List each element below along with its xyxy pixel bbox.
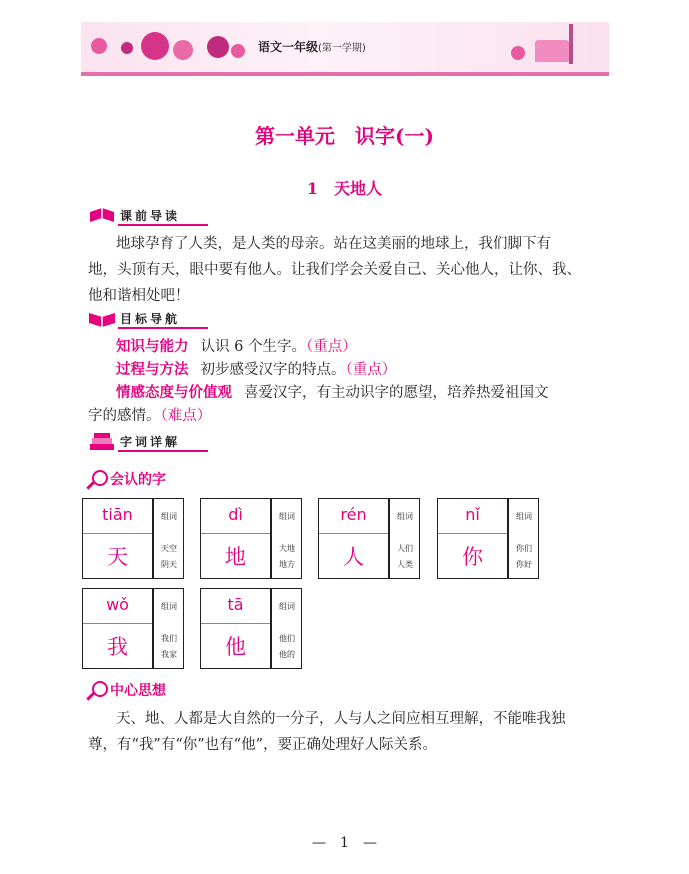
open-book-icon (88, 309, 116, 329)
card-word: 天空 (161, 544, 177, 553)
preview-line-1: 地球孕育了人类，是人类的母亲。站在这美丽的地球上，我们脚下有 (116, 236, 551, 252)
page-number: — 1 — (312, 835, 377, 851)
recognize-heading: 会认的字 (110, 472, 166, 488)
card-word: 人类 (397, 560, 413, 569)
preview-line-3: 他和谐相处吧！ (88, 288, 190, 304)
book-icon (88, 206, 116, 226)
card-word: 阴天 (161, 560, 177, 569)
goal-emotion-text2: 字的感情。 (88, 408, 161, 424)
section-underline (118, 450, 208, 452)
goal-process-tag: （重点） (345, 362, 397, 378)
flower-decoration (511, 46, 525, 60)
center-line-1: 天、地、人都是大自然的一分子，人与人之间应相互理解，不能唯我独 (116, 711, 566, 727)
card-pinyin: wǒ (106, 595, 129, 614)
flower-decoration (173, 40, 193, 60)
card-pinyin: tiān (102, 505, 133, 524)
section-underline (118, 327, 208, 329)
card-pinyin: tā (227, 595, 244, 614)
card-character: 天 (107, 545, 128, 569)
card-word: 他们 (279, 634, 295, 643)
goal-knowledge-tag: （重点） (305, 339, 357, 355)
goal-emotion (116, 382, 549, 405)
char-card (200, 588, 302, 669)
card-character: 你 (462, 545, 483, 569)
char-card (437, 498, 539, 579)
card-word: 你们 (516, 544, 532, 553)
char-card (200, 498, 302, 579)
section-vocab (88, 432, 208, 454)
char-card (82, 588, 184, 669)
card-character: 地 (225, 545, 246, 569)
center-heading: 中心思想 (110, 683, 166, 699)
section-vocab-label: 字词详解 (120, 435, 181, 449)
preview-line-2: 地，头顶有天，眼中要有他人。让我们学会关爱自己、关心他人，让你、我、 (88, 262, 581, 278)
card-zuci-label: 组词 (161, 602, 177, 611)
section-underline (118, 224, 208, 226)
house-icon (535, 40, 569, 62)
card-word: 他的 (279, 650, 295, 659)
card-word: 大地 (279, 544, 295, 553)
goal-knowledge (116, 336, 357, 359)
char-card (318, 498, 420, 579)
goal-emotion-label: 情感态度与价值观 (116, 385, 232, 401)
unit-title: 第一单元 识字(一) (255, 124, 434, 148)
flower-decoration (91, 38, 107, 54)
center-line-2: 尊，有“我”有“你”也有“他”，要正确处理好人际关系。 (88, 737, 437, 753)
section-goals-label: 目标导航 (120, 312, 181, 326)
char-card (82, 498, 184, 579)
lesson-title: 1 天地人 (306, 179, 383, 198)
goal-emotion-cont (88, 405, 211, 428)
section-preview (88, 206, 208, 228)
card-word: 我家 (161, 650, 177, 659)
card-character: 人 (343, 545, 364, 569)
flower-decoration (121, 42, 133, 54)
magnifier-icon (92, 470, 108, 486)
books-stack-icon (88, 432, 116, 452)
card-word: 人们 (397, 544, 413, 553)
header-title: 语文一年级 (258, 40, 319, 54)
card-word: 我们 (161, 634, 177, 643)
goal-knowledge-label: 知识与能力 (116, 339, 189, 355)
card-zuci-label: 组词 (279, 512, 295, 521)
goal-knowledge-text: 认识 6 个生字。 (200, 339, 306, 355)
card-pinyin: nǐ (465, 505, 480, 524)
section-preview-label: 课前导读 (120, 209, 181, 223)
book-title (258, 38, 366, 55)
card-pinyin: rén (340, 505, 367, 524)
goal-process-text: 初步感受汉字的特点。 (200, 362, 346, 378)
card-zuci-label: 组词 (516, 512, 532, 521)
card-zuci-label: 组词 (397, 512, 413, 521)
goal-emotion-tag: （难点） (160, 408, 212, 424)
card-word: 地方 (279, 560, 295, 569)
magnifier-icon (92, 681, 108, 697)
flower-decoration (141, 32, 169, 60)
card-zuci-label: 组词 (279, 602, 295, 611)
section-goals (88, 309, 208, 331)
goal-emotion-text: 喜爱汉字，有主动识字的愿望，培养热爱祖国文 (244, 385, 549, 401)
tree-icon (569, 24, 573, 64)
card-character: 他 (225, 635, 246, 659)
goal-process (116, 359, 396, 382)
card-word: 你好 (516, 560, 532, 569)
goal-process-label: 过程与方法 (116, 362, 189, 378)
card-character: 我 (107, 635, 128, 659)
flower-decoration (207, 36, 229, 58)
card-zuci-label: 组词 (161, 512, 177, 521)
flower-decoration (231, 44, 245, 58)
header-subtitle: (第一学期) (318, 43, 366, 54)
card-pinyin: dì (228, 505, 243, 524)
